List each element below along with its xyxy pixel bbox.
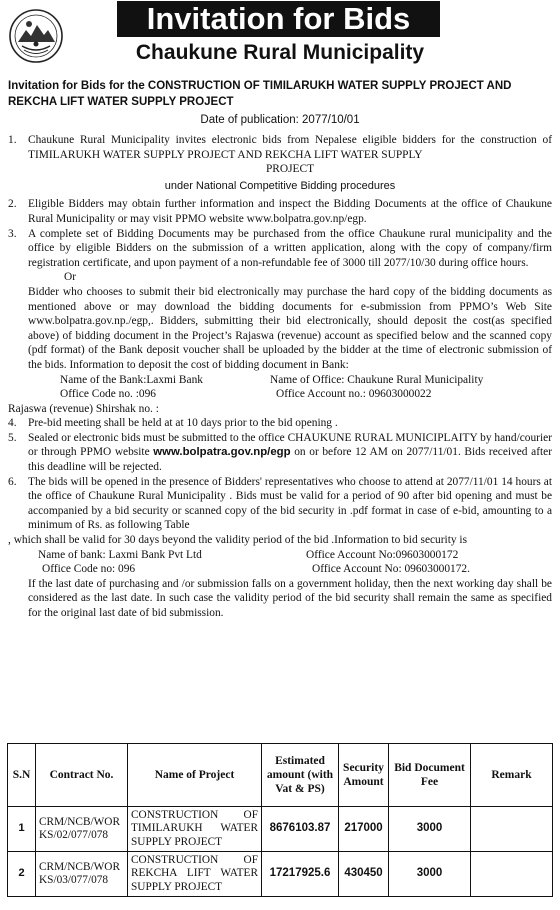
row-fee: 3000 xyxy=(389,807,471,852)
clause-5 xyxy=(8,431,552,475)
bank-name: Name of the Bank:Laxmi Bank xyxy=(60,373,203,386)
security-office-account-2: Office Account No: 09603000172. xyxy=(312,563,470,576)
header-estimated: Estimated amount (with Vat & PS) xyxy=(262,744,339,807)
bidding-procedure: under National Competitive Bidding procedures xyxy=(164,179,396,192)
header-contract: Contract No. xyxy=(36,744,128,807)
table-row xyxy=(8,807,553,852)
office-code: Office Code no. :096 xyxy=(60,388,156,401)
clause-number: 2. xyxy=(8,198,17,211)
clause-1-text: Chaukune Rural Municipality invites electronic bids from Nepalese eligible bidders for the construction of TIMILARUKH WATER SUPPLY PROJECT AND REKCHA LIFT WATER SUPPLY xyxy=(28,134,552,161)
row-sn: 2 xyxy=(8,852,36,897)
header-sn: S.N xyxy=(8,744,36,807)
clause-6-text: The bids will be opened in the presence of Bidders' representatives who choose to attend at 2077/11/01 14 hours at the office of Chaukune Rural Municipality . Bids must be valid for a period of 90 after bid opening and must be accompanied by a bid security or scanned copy of the bid security in .pdf format in case of e-bid, amounting to a minimum of Rs. as following Table xyxy=(28,475,552,532)
clause-3-text2: Bidder who chooses to submit their bid electronically may purchase the hard copy of the bidding documents as mentioned above or may download the bidding documents for e-submission from PPMO’s Web Site www.bolpatra.gov.np./egp,. Bidders, submitting their bid electronically, should deposit the cost(as specified above) of bidding document in the Project’s Rajaswa (revenue) account as specified below and the scanned copy (pdf format) of the Bank deposit voucher shall be uploaded by the bidder at the time of electronic submission of the bids. Information to deposit the cost of bidding document in Bank: xyxy=(28,285,552,371)
holiday-clause: If the last date of purchasing and /or submission falls on a government holiday, then the next working day shall be considered as the last date. In such case the validity period of the bid security shall remain the same as specified for the original last date of bid submission. xyxy=(28,577,552,619)
row-contract: CRM/NCB/WORKS/03/077/078 xyxy=(36,852,128,897)
clause-4-text: Pre-bid meeting shall be held at at 10 days prior to the bid opening . xyxy=(28,417,338,430)
row-estimated: 17217925.6 xyxy=(262,852,339,897)
notice-subheading: Invitation for Bids for the CONSTRUCTION OF TIMILARUKH WATER SUPPLY PROJECT AND REKCHA LIFT WATER SUPPLY PROJECT xyxy=(8,80,512,108)
municipality-name: Chaukune Rural Municipality xyxy=(135,41,425,64)
header-project: Name of Project xyxy=(128,744,262,807)
row-estimated: 8676103.87 xyxy=(262,807,339,852)
clause-3-text: A complete set of Bidding Documents may be purchased from the office Chaukune rural municipality and the office by eligible Bidders on the submission of a written application, along with the copy of company/firm registration certificate, and upon payment of a non-refundable fee of 3000 till 2077/10/30 during office hours. xyxy=(28,227,552,269)
row-project: CONSTRUCTION OF TIMILARUKH WATER SUPPLY PROJECT xyxy=(128,807,262,852)
row-fee: 3000 xyxy=(389,852,471,897)
rajaswa-shirshak: Rajaswa (revenue) Shirshak no. : xyxy=(8,402,159,415)
row-security: 430450 xyxy=(339,852,389,897)
row-contract: CRM/NCB/WORKS/02/077/078 xyxy=(36,807,128,852)
header-security: Security Amount xyxy=(339,744,389,807)
row-remark xyxy=(471,852,553,897)
publication-date: Date of publication: 2077/10/01 xyxy=(200,114,360,126)
clause-number: 6. xyxy=(8,475,17,488)
office-account: Office Account no.: 09603000022 xyxy=(276,388,432,401)
security-bank-name: Name of bank: Laxmi Bank Pvt Ltd xyxy=(38,548,202,561)
clause-5-text-b: on or before 12 AM on 2077/11/01. Bids received after this deadline will be rejected. xyxy=(28,446,552,474)
ppmo-website-link[interactable]: www.bolpatra.gov.np/egp xyxy=(153,446,291,459)
clause-number: 1. xyxy=(8,134,17,146)
row-project: CONSTRUCTION OF REKCHA LIFT WATER SUPPLY PROJECT xyxy=(128,852,262,897)
clause-number: 3. xyxy=(8,227,17,240)
notice-body xyxy=(8,133,552,621)
clause-5-text-a: Sealed or electronic bids must be submitted to the office CHAUKUNE RURAL MUNICIPLAITY by hand/courier or through PPMO website xyxy=(28,431,552,459)
clause-1-text-line3: PROJECT xyxy=(265,163,315,176)
security-office-account-1: Office Account No:09603000172 xyxy=(306,548,459,561)
clause-number: 4. xyxy=(8,417,17,430)
clause-4 xyxy=(8,416,552,431)
clause-3 xyxy=(8,227,552,402)
clause-number: 5. xyxy=(8,431,17,444)
office-name: Name of Office: Chaukune Rural Municipality xyxy=(270,373,484,386)
row-security: 217000 xyxy=(339,807,389,852)
banner-title: Invitation for Bids xyxy=(117,1,440,37)
clause-6 xyxy=(8,475,552,533)
clause-2 xyxy=(8,197,552,226)
header-fee: Bid Document Fee xyxy=(389,744,471,807)
security-office-code: Office Code no: 096 xyxy=(42,563,136,576)
clause-1 xyxy=(8,133,552,177)
clause-2-text: Eligible Bidders may obtain further information and inspect the Bidding Documents at the office of Chaukune Rural Municipality or may visit PPMO website www.bolpatra.gov.np/egp. xyxy=(28,198,552,225)
clause-3-or: Or xyxy=(64,271,77,284)
clause-6-text2: , which shall be valid for 30 days beyond the validity period of the bid .Information to bid security is xyxy=(8,534,468,547)
row-sn: 1 xyxy=(8,807,36,852)
table-row xyxy=(8,852,553,897)
header-remark: Remark xyxy=(471,744,553,807)
row-remark xyxy=(471,807,553,852)
bid-table xyxy=(7,743,553,897)
table-header-row xyxy=(8,744,553,807)
